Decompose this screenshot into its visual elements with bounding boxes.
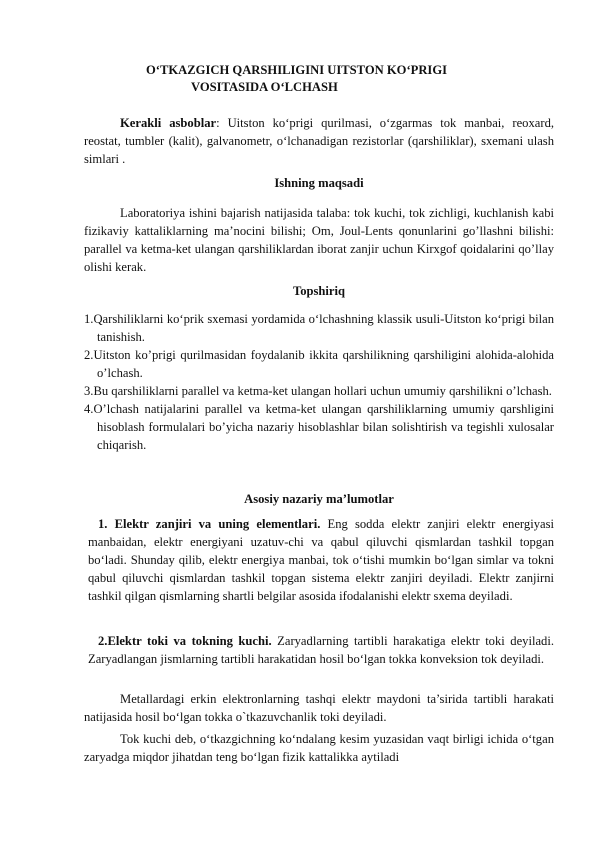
theory-paragraph-3: Metallardagi erkin elektronlarning tashqi elektr maydoni ta’sirida tartibli harakati natijasida hosil bo‘lgan tokka o`tkazuvchanlik toki deyiladi. — [84, 692, 554, 724]
section-2-title: 2.Elektr toki va tokning kuchi. — [98, 634, 272, 648]
task-list — [84, 310, 554, 454]
task-item-3: 3.Bu qarshiliklarni parallel va ketma-ket ulangan hollari uchun umumiy qarshilikni o’lchash. — [84, 384, 552, 398]
goal-heading: Ishning maqsadi — [274, 176, 364, 190]
equipment-paragraph — [84, 114, 554, 168]
theory-heading: Asosiy nazariy ma’lumotlar — [244, 492, 394, 506]
title-line-1: O‘TKAZGICH QARSHILIGINI UITSTON KO‘PRIGI — [146, 63, 448, 77]
equipment-label: Kerakli asboblar — [120, 116, 217, 130]
section-1-text: Eng sodda elektr zanjiri elektr energiyasi manbaidan, elektr energiyani uzatuv-chi va qabul qiluvchi qismlardan tashkil topgan bo‘ladi. Shunday qilib, elektr energiya manbai, tok o‘tishi mumkin bo‘lgan simlar va tokni qabul qiluvchi qismlardan tashkil topgan sistema elektr zanjiri deyiladi. Elektr zanjirni tashkil qilgan qismlarning shartli belgilar asosida ifodalanishi elektr sxema deyiladi. — [88, 517, 554, 603]
task-heading: Topshiriq — [292, 284, 346, 298]
title-line-2: VOSITASIDA O‘LCHASH — [191, 80, 338, 94]
section-1-title: 1. Elektr zanjiri va uning elementlari. — [98, 517, 321, 531]
task-item-4: 4.O’lchash natijalarini parallel va ketma-ket ulangan qarshiliklarning umumiy qarshligini hisoblash formulalari bo’yicha nazariy hisoblashlar bilan solishtirish va tegishli xulosalar chiqarish. — [84, 402, 554, 452]
task-item-1: 1.Qarshiliklarni ko‘prik sxemasi yordamida o‘lchashning klassik usuli-Uitston ko‘prigi bilan tanishish. — [84, 312, 554, 344]
equipment-text: : Uitston ko‘prigi qurilmasi, o‘zgarmas tok manbai, reoxard, reostat, tumbler (kalit), galvanometr, o‘lchanadigan rezistorlar (qarshiliklar), sxemani ulash simlari . — [84, 116, 555, 166]
theory-paragraph-4: Tok kuchi deb, o‘tkazgichning ko‘ndalang kesim yuzasidan vaqt birligi ichida o‘tgan zaryadga miqdor jihatdan teng bo‘lgan fizik kattalikka aytiladi — [84, 732, 554, 764]
theory-section-1 — [88, 515, 554, 605]
goal-paragraph: Laboratoriya ishini bajarish natijasida talaba: tok kuchi, tok zichligi, kuchlanish kabi fizikaviy kattaliklarning ma’nocini bilishi; Om, Joul-Lents qonunlarini go’llashni bilishi: parallel va ketma-ket ulangan qarshiliklardan iborat zanjir uchun Kirxgof qoidalarini qo’llay olishi kerak. — [84, 206, 554, 274]
section-2-text: Zaryadlarning tartibli harakatiga elektr toki deyiladi. Zaryadlangan jismlarning tartibli harakatidan hosil bo‘lgan tokka konveksion tok deyiladi. — [88, 634, 554, 666]
task-item-2: 2.Uitston ko’prigi qurilmasidan foydalanib ikkita qarshilikning qarshiligini alohida-alohida o’lchash. — [84, 348, 554, 380]
theory-section-2 — [88, 632, 554, 668]
